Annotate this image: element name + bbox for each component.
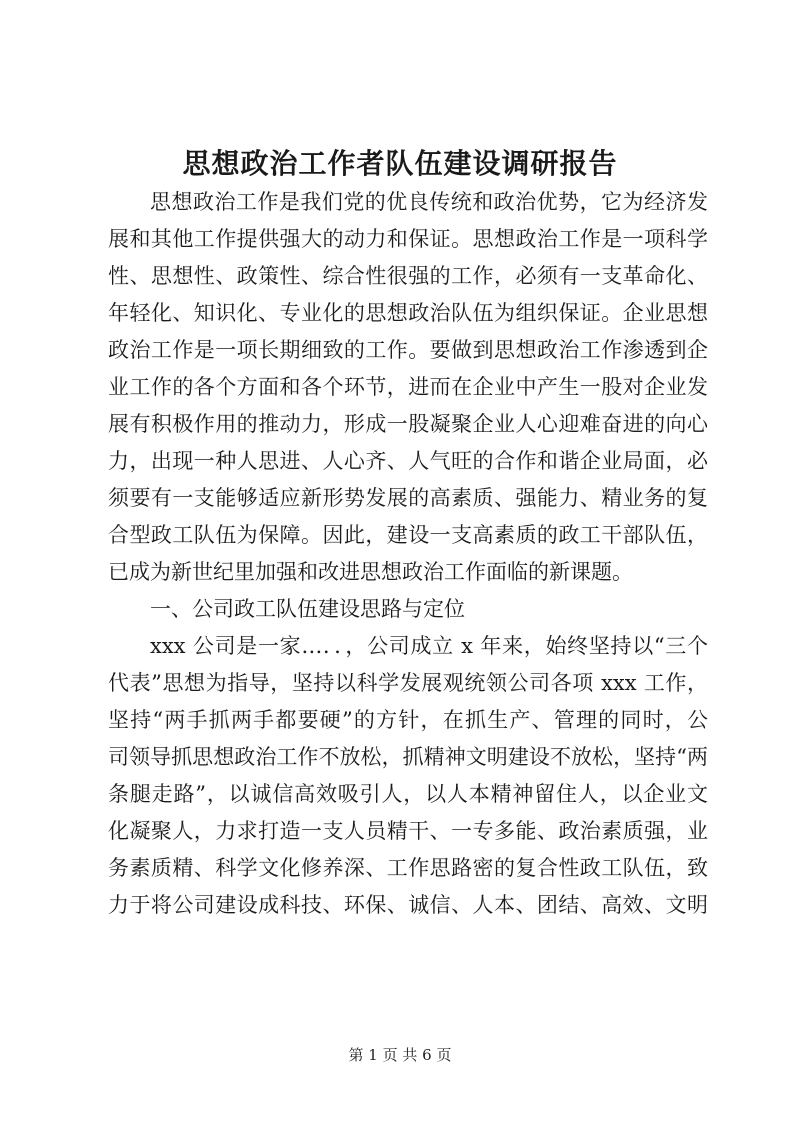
paragraph-line: 力于将公司建设成科技、环保、诚信、人本、团结、高效、文明 (108, 893, 708, 917)
section-heading: 一、公司政工队伍建设思路与定位 (150, 597, 465, 621)
paragraph-line: xxx 公司是一家…．．，公司成立 x 年来，始终坚持以“三个 (150, 634, 708, 658)
paragraph-line: 展和其他工作提供强大的动力和保证。思想政治工作是一项科学 (108, 227, 708, 251)
paragraph-line: 坚持“两手抓两手都要硬”的方针，在抓生产、管理的同时，公 (108, 708, 708, 732)
document-title: 思想政治工作者队伍建设调研报告 (182, 147, 618, 180)
paragraph-line: 化凝聚人，力求打造一支人员精干、一专多能、政治素质强，业 (108, 819, 708, 843)
page-number-footer: 第 1 页 共 6 页 (348, 1046, 452, 1064)
paragraph-line: 思想政治工作是我们党的优良传统和政治优势，它为经济发 (150, 190, 708, 214)
paragraph-line: 司领导抓思想政治工作不放松，抓精神文明建设不放松，坚持“两 (108, 745, 708, 769)
paragraph-line: 已成为新世纪里加强和改进思想政治工作面临的新课题。 (108, 560, 633, 584)
paragraph-line: 合型政工队伍为保障。因此，建设一支高素质的政工干部队伍， (108, 523, 708, 547)
paragraph-line: 展有积极作用的推动力，形成一股凝聚企业人心迎难奋进的向心 (108, 412, 708, 436)
paragraph-line: 条腿走路”，以诚信高效吸引人，以人本精神留住人，以企业文 (108, 782, 708, 806)
paragraph-line: 代表”思想为指导，坚持以科学发展观统领公司各项 xxx 工作， (108, 671, 708, 695)
document-body (108, 184, 708, 924)
paragraph-line: 政治工作是一项长期细致的工作。要做到思想政治工作渗透到企 (108, 338, 708, 362)
paragraph-line: 业工作的各个方面和各个环节，进而在企业中产生一股对企业发 (108, 375, 708, 399)
paragraph-line: 性、思想性、政策性、综合性很强的工作，必须有一支革命化、 (108, 264, 708, 288)
paragraph-line: 须要有一支能够适应新形势发展的高素质、强能力、精业务的复 (108, 486, 708, 510)
paragraph-line: 务素质精、科学文化修养深、工作思路密的复合性政工队伍，致 (108, 856, 708, 880)
paragraph-line: 力，出现一种人思进、人心齐、人气旺的合作和谐企业局面，必 (108, 449, 708, 473)
paragraph-line: 年轻化、知识化、专业化的思想政治队伍为组织保证。企业思想 (108, 301, 708, 325)
